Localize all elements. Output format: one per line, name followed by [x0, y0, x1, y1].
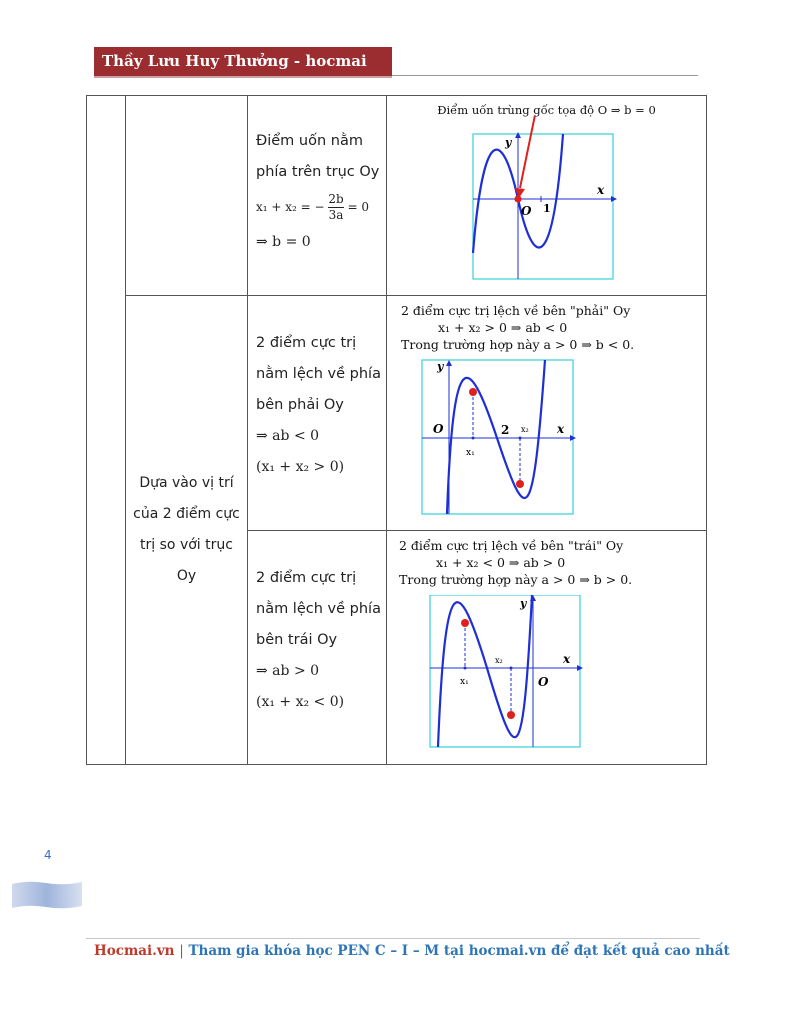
minimum-point	[507, 711, 515, 719]
maximum-point	[461, 619, 469, 627]
note-line: Trong trường hợp này a > 0 ⇒ b < 0.	[401, 337, 635, 352]
formula-denominator: 3a	[328, 208, 344, 222]
footer-text: Tham gia khóa học PEN C – I – M tại hocmai.vn để đạt kết quả cao nhất	[188, 943, 730, 959]
graph-left-extrema	[387, 595, 707, 760]
condition-cell	[248, 296, 387, 531]
left-margin-cell	[87, 96, 126, 765]
inflection-point	[514, 195, 521, 202]
graph-note: Điểm uốn trùng gốc tọa độ O ⇒ b = 0	[437, 103, 656, 117]
note-line: 2 điểm cực trị lệch về bên "trái" Oy	[399, 538, 624, 553]
condition-cell	[248, 531, 387, 765]
condition-line: bên phải Oy	[256, 397, 344, 413]
footer-brand[interactable]: Hocmai.vn	[94, 943, 175, 959]
condition-line: phía trên trục Oy	[256, 164, 380, 180]
tick-label: 2	[501, 423, 510, 437]
graph-cell	[387, 531, 707, 765]
table-row	[87, 296, 707, 531]
note-line: x₁ + x₂ < 0 ⇒ ab > 0	[436, 555, 566, 570]
x-label: x	[563, 652, 571, 666]
footer-separator: |	[179, 943, 184, 959]
note-line: Trong trường hợp này a > 0 ⇒ b > 0.	[399, 572, 633, 587]
group-label-line: Dựa vào vị trí	[139, 475, 234, 491]
y-label: y	[520, 597, 527, 610]
footer-rule	[86, 938, 700, 939]
group-label-line: của 2 điểm cực	[133, 506, 240, 522]
y-axis-arrow	[446, 360, 452, 366]
formula-numerator: 2b	[328, 192, 344, 206]
footer	[94, 943, 730, 959]
x-label: x	[557, 422, 565, 436]
conclusion: ⇒ ab > 0	[256, 663, 320, 679]
group-label-cell	[126, 296, 248, 765]
graph-right-extrema	[387, 358, 707, 528]
pointer-arrow	[520, 116, 535, 188]
x1-mark	[472, 437, 475, 440]
condition-line: nằm lệch về phía	[256, 366, 381, 382]
curve	[447, 360, 545, 514]
header-rule	[392, 75, 698, 76]
condition-line: bên trái Oy	[256, 632, 338, 648]
graph-note	[387, 302, 706, 353]
note-line: 2 điểm cực trị lệch về bên "phải" Oy	[401, 303, 631, 318]
condition-line: Điểm uốn nằm	[256, 133, 363, 149]
graph-inflection	[387, 116, 707, 296]
x2-mark	[519, 437, 522, 440]
header-shadow	[94, 76, 392, 78]
origin-label: O	[433, 422, 444, 436]
y-axis-arrow	[515, 132, 521, 138]
conclusion: ⇒ b = 0	[256, 234, 311, 250]
formula-rhs: = 0	[347, 200, 370, 214]
tick-label: 1	[543, 202, 551, 215]
header-title: Thầy Lưu Huy Thưởng - hocmai	[94, 47, 392, 76]
x-label: x	[597, 183, 605, 197]
graph-note	[387, 537, 706, 588]
x1-mark	[464, 667, 467, 670]
group-label-line: Oy	[176, 568, 197, 584]
x-axis-arrow	[611, 196, 617, 202]
x2-mark	[510, 667, 513, 670]
graph-cell	[387, 96, 707, 296]
y-label: y	[505, 136, 512, 149]
condition-line: nằm lệch về phía	[256, 601, 381, 617]
x1-label: x₁	[460, 677, 469, 687]
y-label: y	[437, 360, 444, 373]
origin-label: O	[538, 675, 549, 689]
curve	[438, 595, 532, 747]
page-number: 4	[44, 848, 52, 862]
note-line: x₁ + x₂ > 0 ⇒ ab < 0	[438, 320, 568, 335]
formula-lhs: x₁ + x₂ = −	[256, 200, 325, 214]
condition-paren: (x₁ + x₂ < 0)	[256, 694, 345, 710]
x2-label: x₂	[495, 656, 503, 665]
x2-label: x₂	[521, 425, 529, 434]
extrema-table	[86, 95, 707, 765]
maximum-point	[469, 388, 477, 396]
condition-paren: (x₁ + x₂ > 0)	[256, 459, 345, 475]
page-ribbon-icon	[10, 880, 84, 910]
formula	[256, 192, 386, 223]
condition-cell	[248, 96, 387, 296]
x1-label: x₁	[466, 448, 475, 458]
table-row	[87, 96, 707, 296]
group-cell-empty	[126, 96, 248, 296]
graph-cell	[387, 296, 707, 531]
minimum-point	[516, 480, 524, 488]
group-label-line: trị so với trục	[140, 537, 233, 553]
origin-label: O	[521, 204, 532, 218]
condition-line: 2 điểm cực trị	[256, 335, 357, 351]
condition-line: 2 điểm cực trị	[256, 570, 357, 586]
conclusion: ⇒ ab < 0	[256, 428, 320, 444]
